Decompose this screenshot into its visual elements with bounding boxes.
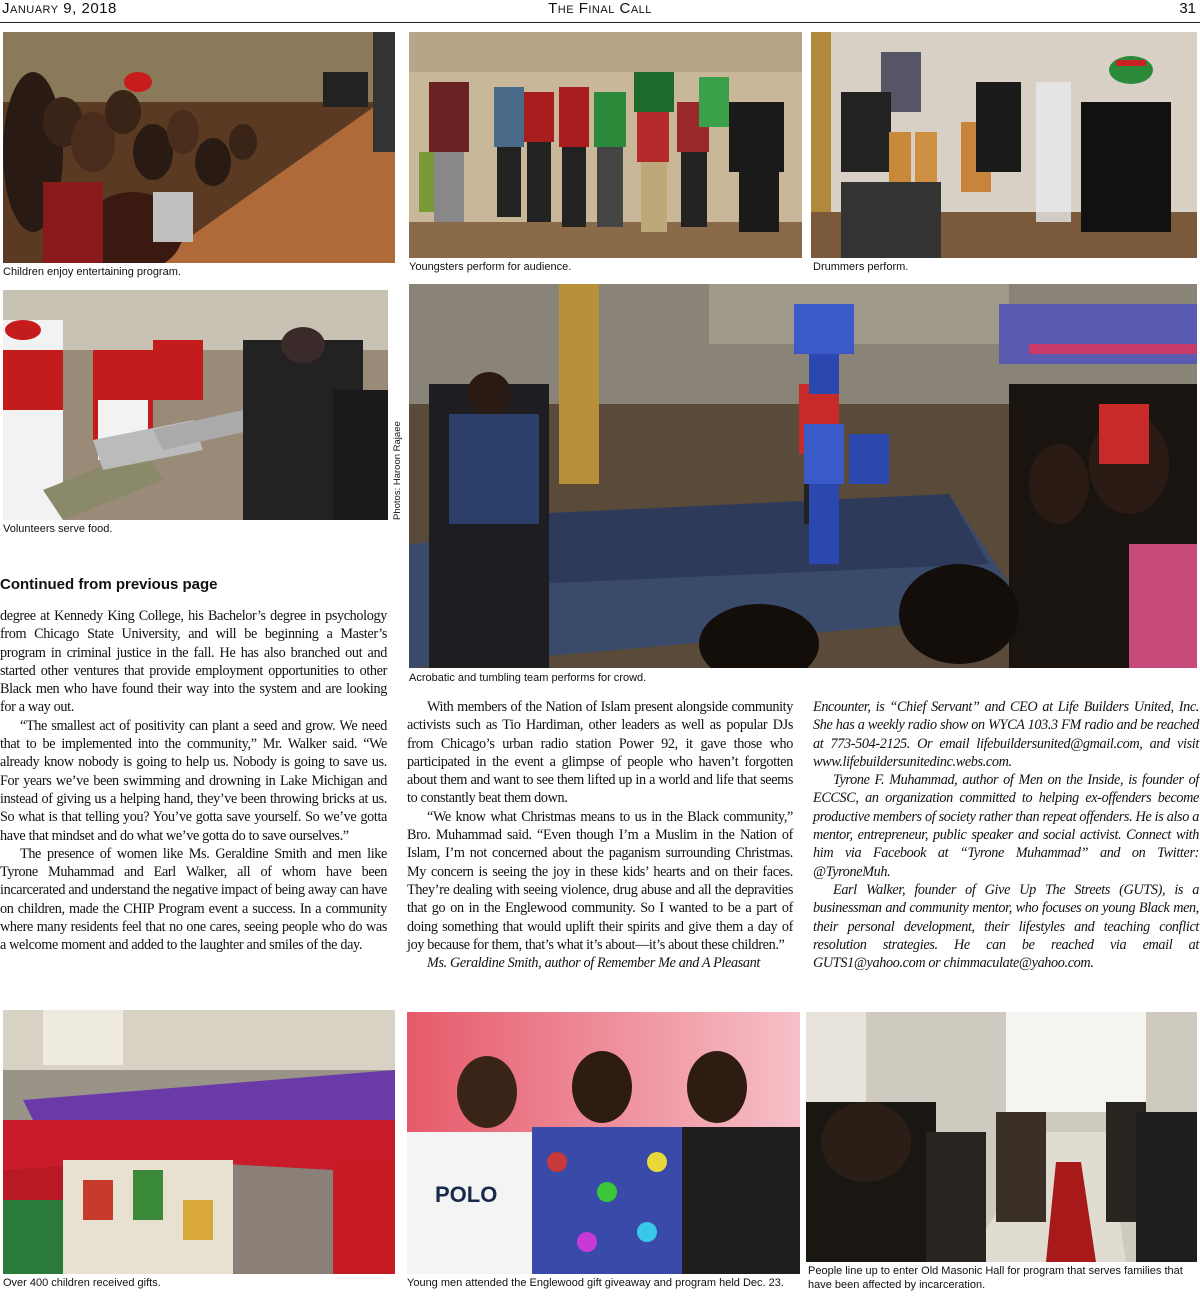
- article-column-2: [407, 698, 793, 972]
- col1-paragraph-3: The presence of women like Ms. Geraldine Smith and men like Tyrone Muhammad and Earl Walker, all of whom have been incarcerated and understand the negative impact of being away can have on children, made the CHIP Program event a success. In a community where many residents feel that no one cares, seeing people who do was a welcome moment and added to the laughter and smiles of the day.: [0, 845, 387, 954]
- caption-photo1: Children enjoy entertaining program.: [3, 266, 181, 278]
- caption-photo3: Drummers perform.: [813, 261, 909, 273]
- caption-photo4: Volunteers serve food.: [3, 523, 113, 535]
- photo-acrobatic-team: [409, 284, 1197, 668]
- caption-photo5: Acrobatic and tumbling team performs for crowd.: [409, 672, 647, 684]
- photo-credit: Photos: Haroon Rajaee: [392, 421, 403, 520]
- caption-photo2: Youngsters perform for audience.: [409, 261, 572, 273]
- col1-paragraph-2: “The smallest act of positivity can plant a seed and grow. We need that to be implemented into the community,” Mr. Walker said. “We already know nobody is going to help us. Nobody is going to save us. For years we’ve been swimming and drowning in Lake Michigan and instead of giving us a helping hand, they’ve been throwing bricks at us. So what is that telling you? You’ve gotta save yourself. So we’ve gotta have that mindset and do what we’ve gotta do to save ourselves.”: [0, 717, 387, 844]
- col2-paragraph-2: “We know what Christmas means to us in the Black community,” Bro. Muhammad said. “Even though I’m a Muslim in the Nation of Islam, I’m not concerned about the paganism surrounding Christmas. My concern is seeing the joy in these kids’ hearts and on their faces. They’re dealing with seeing violence, drug abuse and all the depravities that go on in the Englewood community. So I wanted to be a part of doing something that would uplift their spirits and give them a day of joy because for them, that’s what it’s about—it’s about these children.”: [407, 808, 793, 953]
- page-header: [0, 0, 1200, 23]
- publication-name: The Final Call: [548, 0, 652, 17]
- page-number: 31: [1179, 0, 1196, 17]
- col3-paragraph-3: Earl Walker, founder of Give Up The Streets (GUTS), is a businessman and community mentor, who focuses on young Black men, their personal development, their lifestyles and teaching conflict resolution strategies. He can be reached via email at GUTS1@yahoo.com or chimmaculate@yahoo.com.: [813, 881, 1199, 972]
- photo-drummers: [811, 32, 1197, 258]
- caption-photo8: People line up to enter Old Masonic Hall for program that serves families that have been affected by incarceration.: [808, 1265, 1183, 1291]
- caption-photo6: Over 400 children received gifts.: [3, 1277, 161, 1289]
- caption-photo7: Young men attended the Englewood gift giveaway and program held Dec. 23.: [407, 1277, 784, 1289]
- article-column-3: [813, 698, 1199, 972]
- photo-volunteers-serve-food: [3, 290, 388, 520]
- col2-paragraph-3: Ms. Geraldine Smith, author of Remember Me and A Pleasant: [427, 955, 760, 972]
- col2-paragraph-1: With members of the Nation of Islam present alongside community activists such as Tio Hardiman, other leaders as well as popular DJs from Chicago’s urban radio station Power 92, it gave those who participated in the event a glimpse of people who haven’t forgotten about them and want to see them lifted up in a world and life that seems to constantly beat them down.: [407, 699, 793, 807]
- col1-paragraph-1: degree at Kennedy King College, his Bachelor’s degree in psychology from Chicago State University, and will be beginning a Master’s program in criminal justice in the fall. He has also branched out and started other ventures that provide employment opportunities to other Black men who have found their way into the system and are looking for a way out.: [0, 608, 387, 716]
- col3-paragraph-1: Encounter, is “Chief Servant” and CEO at Life Builders United, Inc. She has a weekly radio show on WYCA 103.3 FM radio and be reached at 773-504-2125. Or email lifebuildersunited@gmail.com, and visit www.lifebuildersunitedinc.webs.com.: [813, 699, 1199, 770]
- photo-gifts: [3, 1010, 395, 1274]
- continued-heading: Continued from previous page: [0, 576, 218, 593]
- article-column-1: [0, 607, 387, 955]
- photo-youngsters-perform: [409, 32, 802, 258]
- polo-shirt-text: POLO: [435, 1182, 498, 1207]
- photo-people-line-up: [806, 1012, 1197, 1262]
- photo-young-men: [407, 1012, 800, 1274]
- photo-children-audience: [3, 32, 395, 263]
- col3-paragraph-2: Tyrone F. Muhammad, author of Men on the Inside, is founder of ECCSC, an organization committed to helping ex-offenders become productive members of society rather than repeat offenders. He is also a mentor, entrepreneur, public speaker and social activist. Connect with him via Facebook at “Tyrone Muhammad” and on Twitter: @TyroneMuh.: [813, 772, 1199, 880]
- issue-date: January 9, 2018: [2, 0, 117, 17]
